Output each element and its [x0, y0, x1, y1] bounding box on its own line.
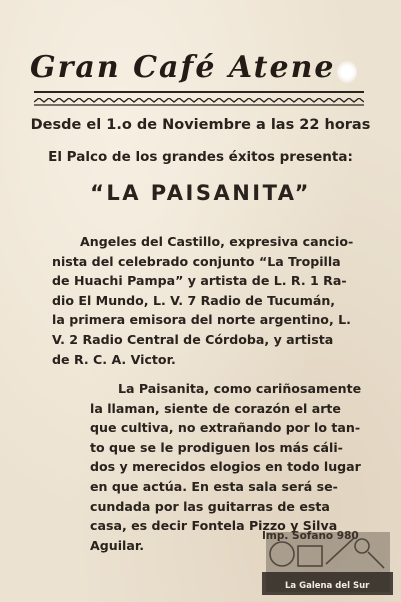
paragraph-line: la llaman, siente de corazón el arte	[90, 400, 341, 416]
paragraph-line: de R. C. A. Victor.	[52, 351, 176, 367]
paragraph-line: nista del celebrado conjunto “La Tropilla	[52, 253, 341, 269]
paragraph-line: la primera emisora del norte argentino, L.	[52, 312, 351, 328]
paragraph-line: La Paisanita, como cariñosamente	[118, 381, 362, 396]
paragraph-line: dio El Mundo, L. V. 7 Radio de Tucumán,	[52, 292, 336, 308]
paragraph-line: en que actúa. En esta sala será se-	[90, 478, 338, 494]
venue-title: Gran Café Atene	[30, 50, 336, 85]
paragraph-line: dos y merecidos elogios en todo lugar	[90, 459, 361, 475]
paragraph-line: cundada por las guitarras de esta	[90, 498, 330, 514]
paragraph-line: V. 2 Radio Central de Córdoba, y artista	[52, 331, 334, 347]
paragraph-artist	[52, 232, 377, 369]
paragraph-line: to que se le prodiguen los más cáli-	[90, 439, 343, 455]
printer-imprint: Imp. Sofano 980	[262, 530, 359, 542]
paragraph-line: casa, es decir Fontela Pizzo y Silva	[90, 518, 338, 534]
paragraph-line: Aguilar.	[90, 537, 145, 553]
show-title: “LA PAISANITA”	[90, 181, 311, 205]
paragraph-line: que cultiva, no extrañando por lo tan-	[90, 420, 361, 436]
watermark-text: La Galena del Sur	[285, 581, 370, 591]
title-underline	[34, 91, 364, 93]
paragraph-line: Angeles del Castillo, expresiva cancio-	[80, 234, 354, 249]
presents-line: El Palco de los grandes éxitos presenta:	[48, 149, 353, 165]
title-decorative-border	[34, 98, 364, 106]
date-line: Desde el 1.o de Noviembre a las 22 horas	[30, 117, 371, 133]
paragraph-line: de Huachi Pampa” y artista de L. R. 1 Ra-	[52, 273, 347, 289]
